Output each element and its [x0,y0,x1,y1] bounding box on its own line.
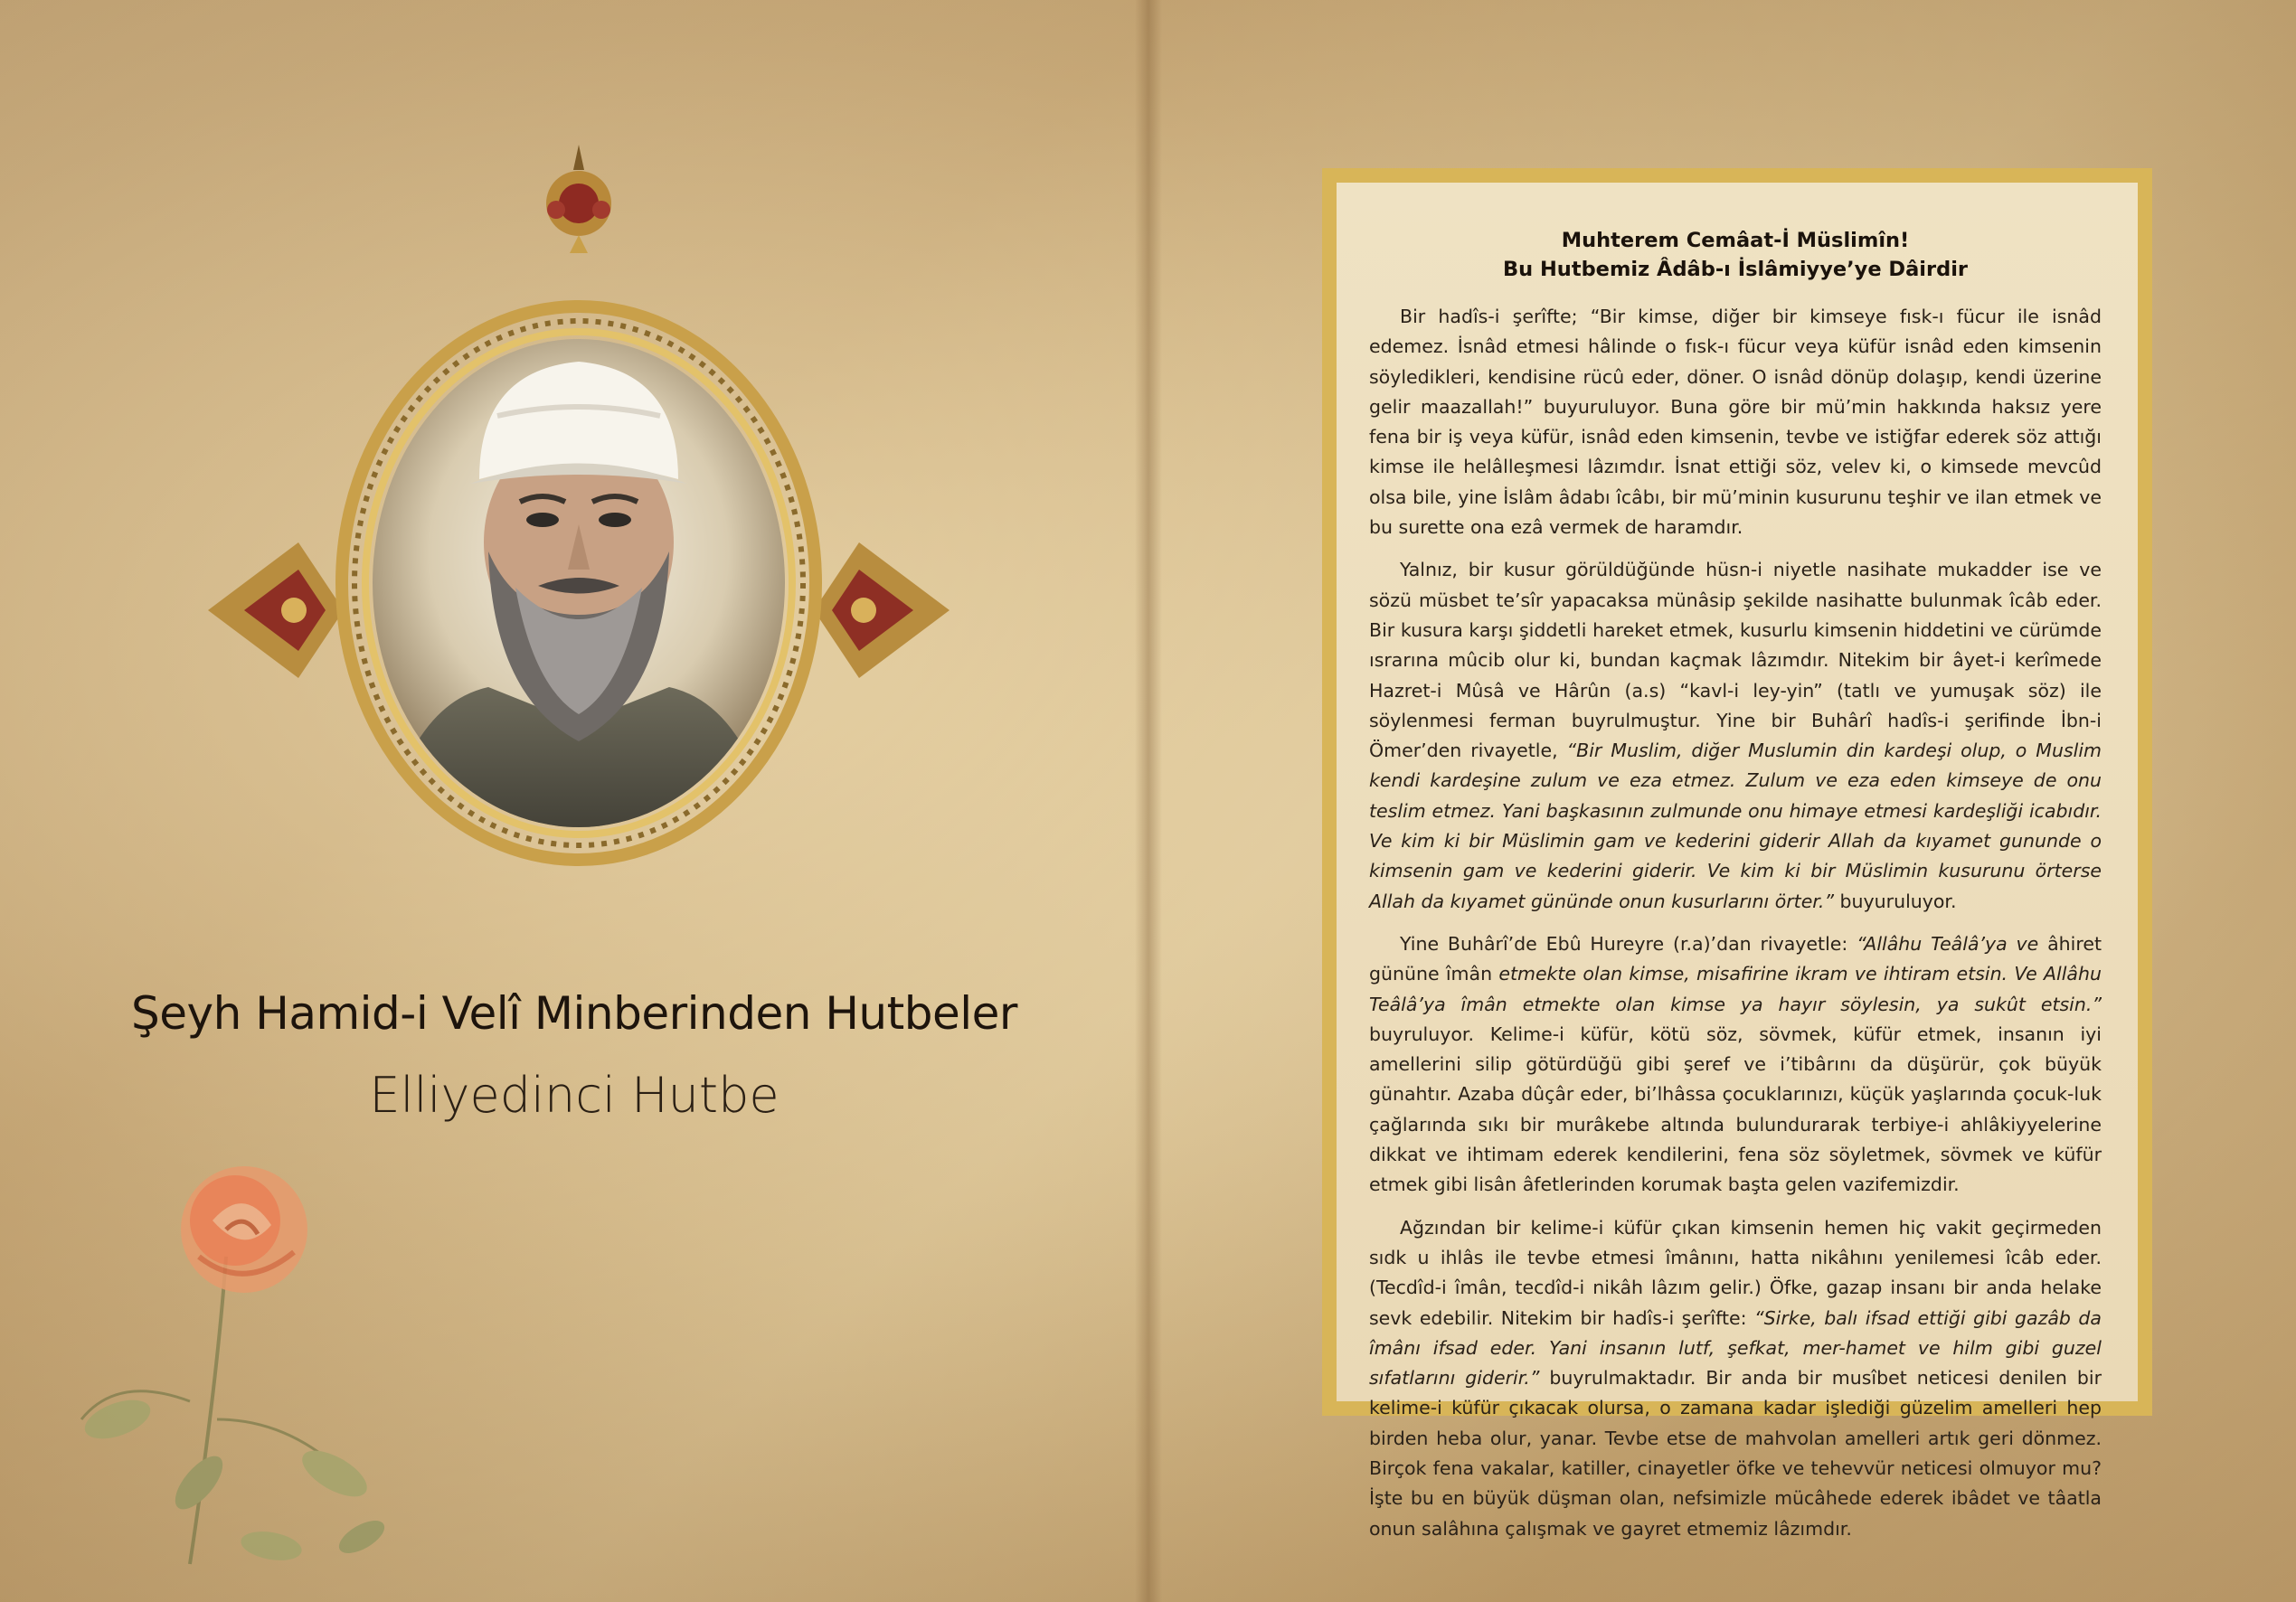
book-title: Şeyh Hamid-i Velî Minberinden Hutbeler [131,987,1017,1040]
paragraph-3-quote-a: “Allâhu Teâlâ’ya ve [1857,932,2039,955]
paragraph-2-hadith-quote: “Bir Muslim, diğer Muslumin din kardeşi olup, o Muslim kendi kardeşine zulum ve eza etmez. Zulum ve eza eden kimseye de onu teslim etmez. Yani başkasının zulmunde onu himaye etmesi kardeşliği icabıdır. Ve kim ki bir Müslimin gam ve kederini giderir Allah da kıyamet gununde o kimsenin gam ve kederini giderir. Ve kim ki bir Müslimin kusurunu örterse Allah da kıyamet gününde onun kusurlarını örter.” [1369,740,2102,912]
paragraph-3 [1369,929,2102,1201]
ornamental-portrait-frame [190,145,968,940]
paragraph-1 [1369,302,2102,542]
rose-drawing [63,1148,443,1573]
sermon-heading-line1: Muhterem Cemâat-İ Müslimîn! [1561,229,1910,252]
sermon-heading [1369,226,2102,284]
left-side-ornament [208,542,344,678]
paragraph-4-hadith-quote: “Sirke, balı ifsad ettiği gibi gazâb da îmânı ifsad eder. Yani insanın lutf, şefkat, mer-hamet ve hilm gibi guzel sıfatlarını giderir.” [1369,1306,2102,1390]
paragraph-4 [1369,1213,2102,1544]
sermon-text-panel [1337,183,2138,1540]
paragraph-2-text-b: buyuruluyor. [1834,890,1957,912]
paragraph-1-text: Bir hadîs-i şerîfte; “Bir kimse, diğer bir kimseye fısk-ı fücur ile isnâd edemez. İsnâd etmesi hâlinde o fısk-ı fücur veya küfür isnâd eden kimsenin söyledikleri, kendisine rücû eder, döner. O isnâd dönüp dolaşıp, kendi üzerine gelir maazallah!” buyuruluyor. Buna göre bir mü’min hakkında haksız yere fena bir iş veya küfür, isnâd eden kimsenin, tevbe ve istiğfar ederek söz attığı kimse ile helâlleşmesi lâzımdır. İsnat ettiği söz, velev ki, o kimsede mevcûd olsa bile, yine İslâm âdabı îcâbı, bir mü’minin kusurunu teşhir ve ilan etmek ve bu surette ona ezâ vermek de haramdır. [1369,306,2102,539]
rose-illustration [63,1148,443,1573]
top-finial-ornament [546,145,611,253]
paragraph-4-text-a: Ağzından bir kelime-i küfür çıkan kimsenin hemen hiç vakit geçirmeden sıdk u ihlâs ile tevbe etmesi îmânını, hatta nikâhını yenilemesi îcâb eder. (Tecdîd-i îmân, tecdîd-i nikâh lâzım gelir.) Öfke, gazap insanı bir anda helake sevk edebilir. Nitekim bir hadîs-i şerîfte: [1369,1216,2102,1329]
paragraph-3-text-b: âhiret gününe îmân [1369,932,2102,985]
right-side-ornament [814,542,950,678]
sermon-number-subtitle: Elliyedinci Hutbe [369,1067,780,1124]
paragraph-3-text-c: buyruluyor. Kelime-i küfür, kötü söz, sövmek, küfür etmek, insanın iyi amellerini silip götürdüğü gibi şeref ve i’tibârını da düşürür, çok büyük günahtır. Azaba dûçâr eder, bi’lhâssa çocuklarınızı, küçük yaşlarında çocuk-luk çağlarında sıkı bir murâkebe altında bulundurarak terbiye-i ahlâkiyyelerine dikkat ve ihtimam ederek kendilerini, fena söz söyletmek, sövmek ve küfür etmek gibi lisân âfetlerinden korumak başta gelen vazifemizdir. [1369,1022,2102,1196]
portrait-illustration [190,145,968,940]
paragraph-4-text-b: buyrulmaktadır. Bir anda bir musîbet neticesi denilen bir kelime-i küfür çıkacak olursa, o zamana kadar işlediği güzelim amelleri hep birden heba olur, yanar. Tevbe etse de mahvolan amelleri artık geri dönmez. Birçok fena vakalar, katiller, cinayetler öfke ve tehevvür neticesi olmuyor mu? İşte bu en büyük düşman olan, nefsimizle mücâhede ederek ibâdet ve tâatla onun salâhına çalışmak ve gayret etmemiz lâzımdır. [1369,1367,2102,1540]
paragraph-2 [1369,555,2102,917]
sermon-heading-line2: Bu Hutbemiz Âdâb-ı İslâmiyye’ye Dâirdir [1502,258,1969,281]
paragraph-3-quote-b: etmekte olan kimse, misafirine ikram ve ihtiram etsin. Ve Allâhu Teâlâ’ya îmân etmekte olan kimse ya hayır söylesin, ya sukût etsin.” [1369,963,2102,1015]
paragraph-2-text-a: Yalnız, bir kusur görüldüğünde hüsn-i niyetle nasihate mukadder ise ve sözü müsbet te’sîr yapacaksa münâsip şekilde nasihatte bulunmak îcâb eder. Bir kusura karşı şiddetli hareket etmek, kusurlu kimsenin hiddetini ve cürümde ısrarına mûcib olur ki, bundan kaçmak lâzımdır. Nitekim bir âyet-i kerîmede Hazret-i Mûsâ ve Hârûn (a.s) “kavl-i ley-yin” (tatlı ve yumuşak söz) ile söylenmesi ferman buyrulmuştur. Yine bir Buhârî hadîs-i şerifinde İbn-i Ömer’den rivayetle, [1369,559,2102,762]
paragraph-3-text-a: Yine Buhârî’de Ebû Hureyre (r.a)’dan rivayetle: [1400,932,1857,955]
sermon-text-frame [1322,168,2152,1540]
